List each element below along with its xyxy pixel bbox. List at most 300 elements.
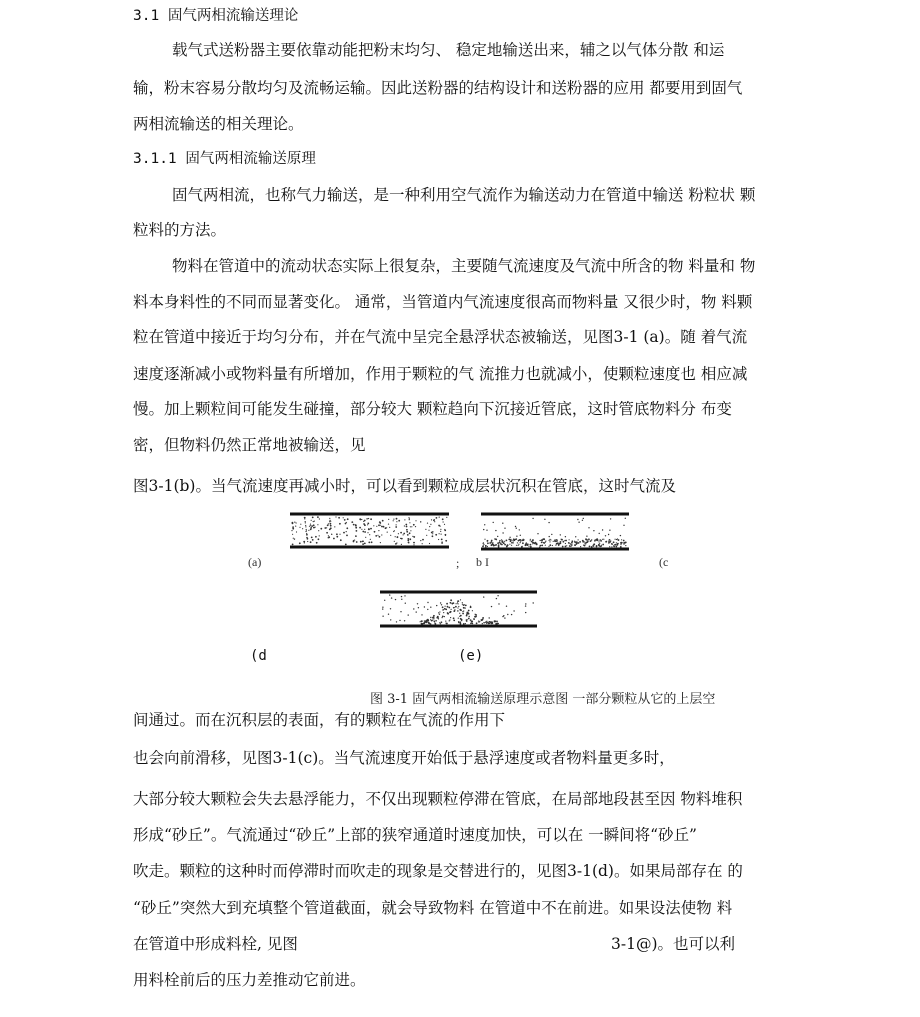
particle-dot [561, 539, 562, 540]
particle-dot [397, 536, 399, 538]
particle-dot [396, 518, 398, 520]
particle-dot [418, 607, 419, 608]
particle-dot [552, 545, 553, 546]
particle-dot [488, 623, 490, 625]
particle-dot [420, 621, 421, 622]
particle-dot [489, 542, 491, 544]
particle-dot [308, 530, 309, 531]
particle-dot [409, 519, 410, 520]
particle-dot [442, 541, 443, 542]
particle-dot [481, 619, 483, 621]
particle-dot [381, 526, 383, 528]
particle-dot [466, 615, 468, 617]
particle-dot [475, 614, 476, 615]
particle-dot [595, 539, 597, 541]
particle-dot [588, 538, 590, 540]
particle-dot [430, 619, 431, 620]
particle-dot [530, 540, 531, 541]
particle-dot [609, 530, 610, 531]
particle-dot [421, 623, 423, 625]
particle-dot [588, 527, 589, 528]
particle-dot [438, 525, 440, 527]
particle-dot [390, 608, 391, 609]
particle-dot [442, 518, 444, 520]
particle-dot [448, 607, 450, 609]
particle-dot [450, 617, 451, 618]
particle-dot [292, 526, 294, 528]
particle-dot [331, 534, 332, 535]
particle-dot [310, 525, 311, 526]
particle-dot [576, 541, 578, 543]
particle-dot [401, 599, 402, 600]
particle-dot [499, 540, 500, 541]
particle-dot [430, 524, 431, 525]
particle-dot [558, 544, 560, 546]
figure-label-separator: ; [456, 556, 460, 570]
particle-dot [366, 518, 367, 519]
particle-dot [382, 520, 384, 522]
particle-dot [469, 616, 470, 617]
particle-dot [543, 538, 545, 540]
particle-dot [383, 526, 385, 528]
particle-dot [511, 542, 513, 544]
particle-dot [586, 541, 588, 543]
particle-dot [539, 546, 540, 547]
particle-dot [382, 607, 383, 608]
particle-dot [401, 596, 402, 597]
text-line: 密，但物料仍然正常地被输送，见 [133, 436, 366, 454]
particle-dot [305, 522, 306, 523]
particle-dot [515, 539, 516, 540]
particle-dot [620, 546, 622, 548]
particle-dot [291, 530, 292, 531]
particle-dot [586, 539, 588, 541]
particle-dot [621, 539, 622, 540]
particle-dot [393, 531, 394, 532]
particle-dot [452, 603, 453, 604]
particle-dot [501, 541, 502, 542]
particle-dot [616, 539, 617, 540]
particle-dot [503, 615, 504, 616]
particle-dot [436, 605, 437, 606]
particle-dot [433, 617, 434, 618]
particle-dot [346, 522, 347, 523]
particle-dot [304, 517, 306, 519]
particle-dot [472, 610, 473, 611]
particle-dot [470, 606, 472, 608]
particle-dot [593, 530, 594, 531]
particle-dot [302, 528, 303, 529]
particle-dot [371, 541, 373, 543]
particle-dot [458, 606, 459, 607]
particle-dot [495, 530, 496, 531]
particle-dot [420, 521, 421, 522]
particle-dot [440, 531, 441, 532]
particle-dot [494, 620, 496, 622]
particle-dot [404, 519, 405, 520]
particle-dot [485, 546, 486, 547]
particle-dot [599, 543, 600, 544]
particle-dot [574, 541, 576, 543]
particle-dot [476, 622, 478, 624]
particle-dot [526, 543, 527, 544]
particle-dot [415, 520, 416, 521]
particle-dot [370, 528, 372, 530]
particle-dot [625, 518, 626, 519]
particle-dot [444, 608, 446, 610]
pipe-diagram-a [289, 511, 451, 551]
particle-dot [355, 527, 357, 529]
particle-dot [624, 543, 625, 544]
particle-dot [329, 518, 330, 519]
particle-dot [356, 541, 358, 543]
particle-dot [447, 612, 449, 614]
particle-dot [540, 545, 542, 547]
particle-dot [540, 540, 541, 541]
particle-dot [449, 611, 451, 613]
particle-dot [362, 531, 364, 533]
particle-dot [462, 611, 463, 612]
particle-dot [386, 527, 387, 528]
particle-dot [446, 517, 447, 518]
particle-dot [444, 530, 446, 532]
particle-dot [442, 606, 444, 608]
particle-dot [549, 544, 551, 546]
particle-dot [610, 518, 611, 519]
particle-dot [335, 516, 336, 517]
particle-dot [451, 609, 452, 610]
particle-dot [338, 517, 340, 519]
particle-dot [427, 523, 428, 524]
particle-dot [513, 540, 514, 541]
particle-dot [467, 613, 469, 615]
particle-dot [571, 540, 573, 542]
particle-dot [519, 529, 520, 530]
particle-dot [305, 525, 306, 526]
particle-dot [403, 533, 405, 535]
particle-dot [346, 535, 348, 537]
particle-dot [378, 524, 380, 526]
figure-label-b: b I [476, 555, 489, 569]
particle-dot [401, 538, 403, 540]
pipe-diagram-d [379, 589, 539, 631]
particle-dot [310, 524, 311, 525]
particle-dot [491, 606, 492, 607]
particle-dot [456, 603, 457, 604]
particle-dot [578, 539, 579, 540]
particle-dot [462, 604, 463, 605]
particle-dot [367, 523, 369, 525]
particle-dot [424, 606, 425, 607]
particle-dot [462, 613, 464, 615]
particle-dot [305, 521, 306, 522]
particle-dot [438, 539, 439, 540]
particle-dot [353, 541, 355, 543]
particle-dot [307, 537, 308, 538]
particle-dot [521, 546, 523, 548]
particle-dot [571, 544, 573, 546]
particle-dot [396, 521, 397, 522]
particle-dot [411, 526, 412, 527]
particle-dot [306, 530, 307, 531]
particle-dot [388, 519, 389, 520]
particle-dot [316, 542, 318, 544]
particle-dot [408, 542, 410, 544]
particle-dot [593, 545, 595, 547]
particle-dot [491, 540, 493, 542]
particle-dot [575, 536, 576, 537]
particle-dot [355, 535, 357, 537]
particle-dot [503, 542, 505, 544]
particle-dot [387, 532, 388, 533]
figure-label-c: (c [659, 555, 669, 569]
particle-dot [355, 525, 357, 527]
particle-dot [465, 623, 466, 624]
particle-dot [361, 519, 362, 520]
particle-dot [410, 530, 411, 531]
figure-label-d: (d [250, 648, 267, 664]
particle-dot [389, 527, 390, 528]
particle-dot [369, 534, 370, 535]
particle-dot [485, 621, 487, 623]
particle-dot [623, 542, 624, 543]
particle-dot [384, 600, 385, 601]
particle-dot [422, 543, 423, 544]
particle-dot [328, 523, 329, 524]
particle-dot [557, 542, 559, 544]
particle-dot [459, 609, 461, 611]
particle-dot [536, 543, 538, 545]
particle-dot [420, 540, 421, 541]
particle-dot [463, 607, 465, 609]
particle-dot [500, 543, 502, 545]
particle-dot [611, 546, 612, 547]
particle-dot [510, 540, 512, 542]
text-line: 物料在管道中的流动状态实际上很复杂，主要随气流速度及气流中所含的物 料量和 物 [172, 257, 756, 275]
particle-dot [464, 607, 465, 608]
particle-dot [549, 541, 550, 542]
particle-dot [439, 533, 440, 534]
paragraph-5: 间通过。而在沉积层的表面，有的颗粒在气流的作用下 [133, 711, 506, 729]
particle-dot [520, 535, 521, 536]
particle-dot [482, 617, 484, 619]
particle-dot [611, 543, 613, 545]
particle-dot [364, 543, 366, 545]
particle-dot [445, 623, 446, 624]
particle-dot [586, 536, 587, 537]
particle-dot [345, 544, 347, 546]
particle-dot [407, 540, 409, 542]
particle-dot [620, 544, 621, 545]
particle-dot [382, 616, 383, 617]
particle-dot [304, 542, 305, 543]
particle-dot [608, 541, 609, 542]
particle-dot [395, 526, 397, 528]
particle-dot [428, 530, 429, 531]
particle-dot [560, 541, 562, 543]
particle-dot [294, 539, 295, 540]
particle-dot [599, 533, 600, 534]
particle-dot [315, 536, 317, 538]
particle-dot [518, 545, 519, 546]
particle-dot [582, 540, 584, 542]
particle-dot [306, 534, 308, 536]
particle-dot [413, 544, 414, 545]
particle-dot [395, 536, 396, 537]
particle-dot [401, 544, 402, 545]
particle-dot [522, 539, 524, 541]
particle-dot [381, 534, 382, 535]
particle-dot [487, 541, 488, 542]
particle-dot [468, 610, 470, 612]
particle-dot [310, 541, 312, 543]
particle-dot [565, 536, 566, 537]
particle-dot [504, 528, 505, 529]
particle-dot [483, 529, 484, 530]
particle-dot [450, 602, 452, 604]
particle-dot [468, 618, 470, 620]
particle-dot [427, 609, 428, 610]
particle-dot [457, 610, 458, 611]
particle-dot [506, 540, 508, 542]
particle-dot [609, 541, 611, 543]
particle-dot [598, 541, 599, 542]
particle-dot [379, 521, 381, 523]
particle-dot [549, 536, 550, 537]
particle-dot [598, 544, 600, 546]
particle-dot [443, 609, 444, 610]
particle-dot [493, 522, 494, 523]
particle-dot [421, 614, 422, 615]
particle-dot [578, 522, 579, 523]
particle-dot [618, 540, 619, 541]
particle-dot [528, 546, 529, 547]
particle-dot [442, 617, 443, 618]
particle-dot [614, 546, 615, 547]
particle-dot [434, 621, 436, 623]
particle-dot [493, 545, 495, 547]
text-line: 两相流输送的相关理论。 [133, 115, 304, 133]
particle-dot [320, 528, 322, 530]
particle-dot [441, 621, 443, 623]
figure-label-e: (e) [458, 648, 484, 664]
particle-dot [443, 612, 444, 613]
particle-dot [361, 529, 362, 530]
particle-dot [553, 541, 554, 542]
particle-dot [404, 525, 405, 526]
particle-dot [422, 539, 424, 541]
particle-dot [495, 545, 496, 546]
particle-dot [496, 623, 498, 625]
particle-dot [315, 527, 316, 528]
particle-dot [344, 519, 346, 521]
particle-dot [530, 546, 532, 548]
particle-dot [346, 531, 347, 532]
figure-label-a: (a) [248, 555, 262, 569]
particle-dot [580, 546, 581, 547]
particle-dot [395, 599, 396, 600]
particle-dot [497, 536, 498, 537]
particle-dot [435, 623, 437, 625]
particle-dot [489, 617, 490, 618]
particle-dot [340, 539, 342, 541]
text-line: 大部分较大颗粒会失去悬浮能力，不仅出现颗粒停滞在管底，在局部地段甚至因 物料堆积 [133, 790, 743, 808]
particle-dot [311, 537, 313, 539]
particle-dot [367, 532, 368, 533]
particle-dot [407, 534, 409, 536]
particle-dot [496, 598, 497, 599]
particle-dot [396, 524, 397, 525]
particle-dot [532, 518, 533, 519]
particle-dot [457, 600, 459, 602]
particle-dot [625, 542, 626, 543]
particle-dot [436, 620, 437, 621]
particle-dot [410, 526, 411, 527]
text-line: 输，粉末容易分散均匀及流畅运输。因此送粉器的结构设计和送粉器的应用 都要用到固气 [133, 79, 743, 97]
particle-dot [449, 620, 450, 621]
particle-dot [609, 539, 611, 541]
particle-dot [549, 540, 550, 541]
particle-dot [406, 526, 408, 528]
particle-dot [545, 545, 546, 546]
particle-dot [568, 542, 570, 544]
particle-dot [601, 545, 602, 546]
particle-dot [408, 517, 409, 518]
particle-dot [330, 525, 332, 527]
particle-dot [339, 534, 340, 535]
particle-dot [502, 523, 503, 524]
particle-dot [453, 607, 454, 608]
particle-dot [406, 529, 408, 531]
particle-dot [583, 518, 584, 519]
particle-dot [346, 527, 348, 529]
particle-dot [486, 530, 487, 531]
particle-dot [525, 603, 526, 604]
particle-dot [294, 522, 295, 523]
particle-dot [296, 531, 297, 532]
particle-dot [336, 536, 338, 538]
particle-dot [541, 545, 543, 547]
particle-dot [596, 545, 598, 547]
particle-dot [484, 539, 485, 540]
particle-dot [555, 545, 556, 546]
text-line: 载气式送粉器主要依靠动能把粉末均匀、 稳定地输送出来，辅之以气体分散 和运 [172, 41, 725, 59]
particle-dot [498, 544, 500, 546]
particle-dot [582, 520, 583, 521]
particle-dot [432, 535, 434, 537]
particle-dot [554, 541, 555, 542]
particle-dot [548, 522, 549, 523]
particle-dot [496, 621, 498, 623]
particle-dot [347, 518, 349, 520]
particle-dot [506, 606, 507, 607]
particle-dot [497, 595, 498, 596]
particle-dot [530, 544, 532, 546]
particle-dot [583, 545, 584, 546]
particle-dot [502, 532, 503, 533]
particle-dot [311, 520, 312, 521]
particle-dot [459, 621, 461, 623]
particle-dot [441, 539, 443, 541]
particle-dot [398, 520, 400, 522]
particle-dot [522, 542, 524, 544]
particle-dot [577, 519, 578, 520]
particle-dot [518, 540, 520, 542]
particle-dot [417, 603, 418, 604]
particle-dot [525, 612, 526, 613]
particle-dot [299, 542, 301, 544]
text-line: 粒料的方法。 [133, 221, 227, 239]
